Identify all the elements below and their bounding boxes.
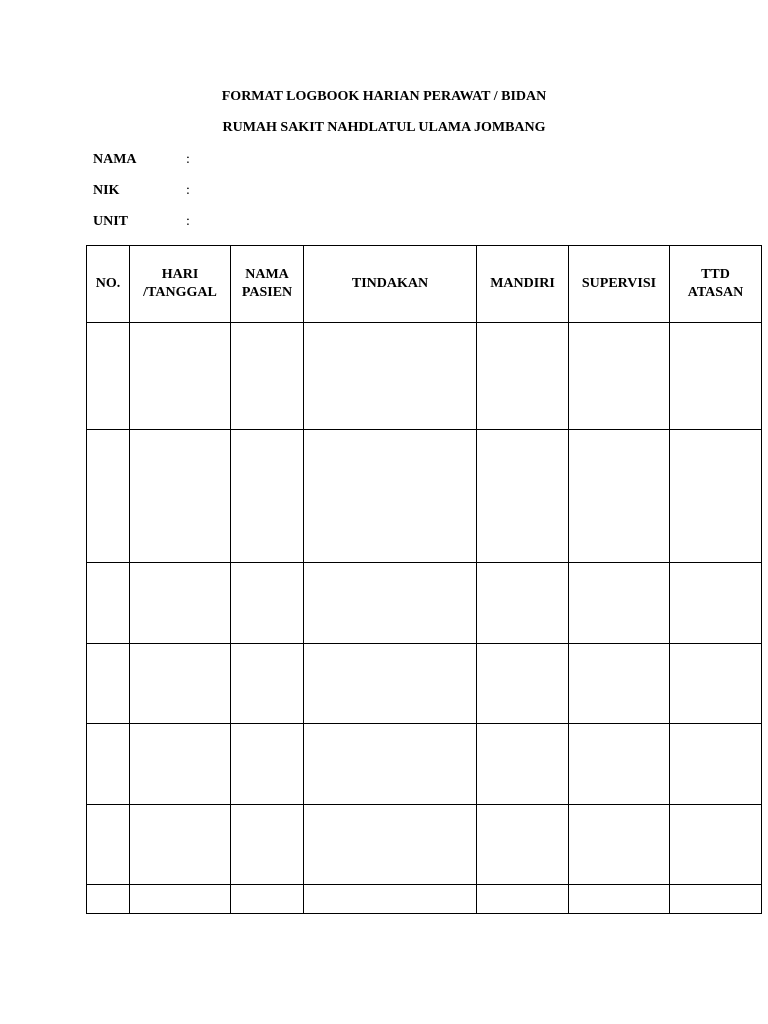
table-row [87,323,762,430]
table-cell[interactable] [87,644,130,724]
logbook-table [86,245,762,914]
table-cell[interactable] [304,644,477,724]
table-cell[interactable] [670,563,762,644]
table-cell[interactable] [304,323,477,430]
table-cell[interactable] [304,430,477,563]
table-cell[interactable] [670,323,762,430]
table-cell[interactable] [477,430,569,563]
table-cell[interactable] [231,724,304,805]
table-cell[interactable] [670,724,762,805]
table-cell[interactable] [231,323,304,430]
table-cell[interactable] [670,644,762,724]
column-header-ttd-atasan: TTD ATASAN [670,246,762,323]
table-cell[interactable] [477,805,569,885]
unit-separator: : [186,214,190,229]
table-row [87,644,762,724]
table-cell[interactable] [130,805,231,885]
nama-separator: : [186,152,190,167]
table-cell[interactable] [477,323,569,430]
unit-label: UNIT [93,214,129,229]
table-cell[interactable] [231,805,304,885]
table-cell[interactable] [569,430,670,563]
table-cell[interactable] [87,323,130,430]
table-cell[interactable] [304,885,477,914]
column-header-tindakan: TINDAKAN [304,246,477,323]
table-cell[interactable] [87,724,130,805]
column-header-nama-pasien: NAMA PASIEN [231,246,304,323]
table-row [87,563,762,644]
table-cell[interactable] [130,563,231,644]
table-cell[interactable] [569,885,670,914]
table-cell[interactable] [670,430,762,563]
table-cell[interactable] [670,805,762,885]
table-row [87,430,762,563]
table-cell[interactable] [569,323,670,430]
nik-label: NIK [93,183,120,198]
table-cell[interactable] [477,885,569,914]
table-cell[interactable] [477,563,569,644]
table-cell[interactable] [304,563,477,644]
table-cell[interactable] [569,805,670,885]
table-row [87,805,762,885]
table-cell[interactable] [87,805,130,885]
table-row [87,724,762,805]
nama-label: NAMA [93,152,137,167]
table-cell[interactable] [231,563,304,644]
column-header-no: NO. [87,246,130,323]
table-cell[interactable] [87,885,130,914]
table-cell[interactable] [477,724,569,805]
table-cell[interactable] [87,563,130,644]
table-cell[interactable] [130,724,231,805]
table-cell[interactable] [130,644,231,724]
table-cell[interactable] [130,885,231,914]
hospital-name: RUMAH SAKIT NAHDLATUL ULAMA JOMBANG [222,120,546,135]
table-cell[interactable] [130,430,231,563]
table-cell[interactable] [569,644,670,724]
column-header-supervisi: SUPERVISI [569,246,670,323]
table-cell[interactable] [231,885,304,914]
table-cell[interactable] [130,323,231,430]
table-cell[interactable] [569,724,670,805]
table-cell[interactable] [87,430,130,563]
nik-separator: : [186,183,190,198]
table-cell[interactable] [231,430,304,563]
table-cell[interactable] [304,805,477,885]
table-cell[interactable] [569,563,670,644]
table-cell[interactable] [304,724,477,805]
table-cell[interactable] [670,885,762,914]
table-cell[interactable] [231,644,304,724]
table-row [87,885,762,914]
column-header-mandiri: MANDIRI [477,246,569,323]
table-header-row [87,246,762,323]
table-cell[interactable] [477,644,569,724]
column-header-hari-tanggal: HARI /TANGGAL [130,246,231,323]
document-title: FORMAT LOGBOOK HARIAN PERAWAT / BIDAN [221,89,547,104]
